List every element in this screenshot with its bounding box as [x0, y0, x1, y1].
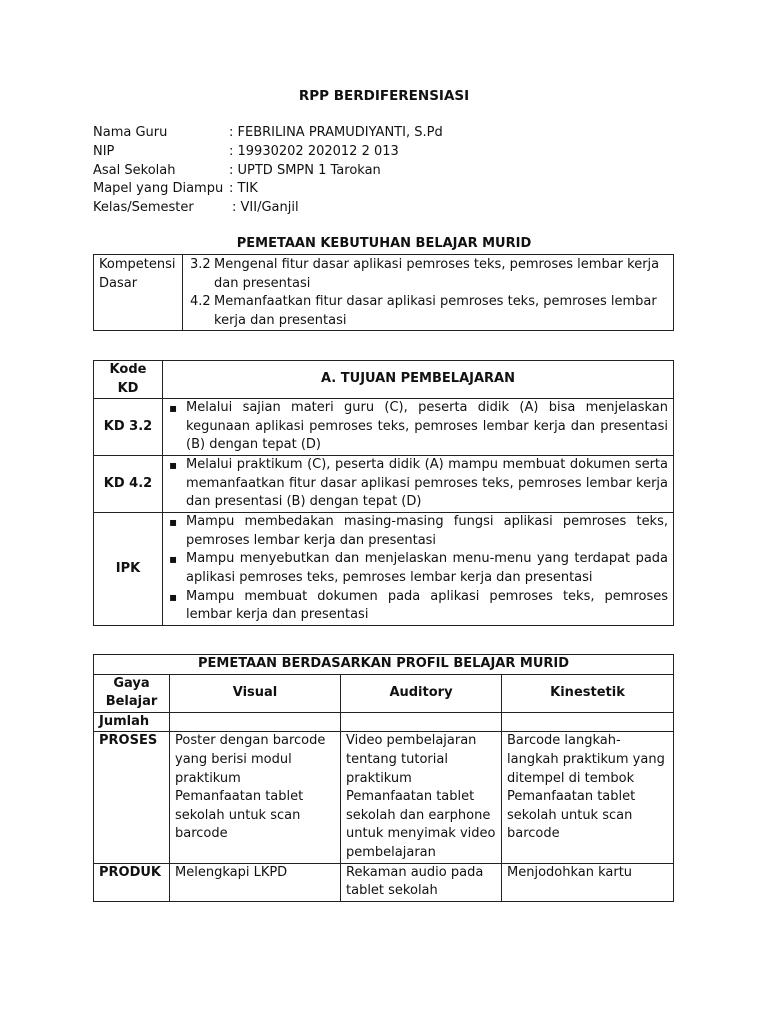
tujuan-items: [163, 513, 674, 626]
ipk-item: ▪ Mampu membuat dokumen pada aplikasi pemroses teks, pemroses lembar kerja dan presentasi: [168, 588, 668, 625]
jumlah-kinestetik: [502, 712, 674, 732]
kd-code: KD 3.2: [94, 399, 163, 456]
proses-auditory-line: Video pembelajaran tentang tutorial praktikum: [346, 733, 477, 786]
kd-text: Mengenal fitur dasar aplikasi pemroses teks, pemroses lembar kerja dan presentasi: [214, 257, 660, 291]
tujuan-items: [163, 399, 674, 456]
jumlah-label: Jumlah: [94, 712, 170, 732]
tujuan-pembelajaran-table: [93, 360, 674, 626]
ipk-item: ▪ Mampu menyebutkan dan menjelaskan menu-menu yang terdapat pada aplikasi pemroses teks, pemroses lembar kerja dan presentasi: [168, 550, 668, 587]
proses-visual: [170, 732, 341, 863]
pemetaan-kebutuhan-title: PEMETAAN KEBUTUHAN BELAJAR MURID: [236, 236, 532, 251]
produk-visual: Melengkapi LKPD: [170, 863, 341, 901]
kompetensi-dasar-list: [183, 255, 674, 331]
produk-kinestetik: Menjodohkan kartu: [502, 863, 674, 901]
gaya-belajar-header: Gaya Belajar: [94, 674, 170, 712]
kd-number: 3.2: [190, 257, 211, 272]
kd-code: KD 4.2: [94, 456, 163, 513]
identity-label: Nama Guru: [93, 125, 168, 140]
proses-kinestetik: [502, 732, 674, 863]
visual-header: Visual: [170, 674, 341, 712]
kd-item: [190, 256, 668, 293]
kompetensi-dasar-label: [94, 255, 183, 331]
identity-row-nip: [93, 143, 653, 162]
kd-item: [190, 293, 668, 330]
identity-value: : TIK: [229, 181, 258, 196]
kd-text: Memanfaatkan fitur dasar aplikasi pemroses teks, pemroses lembar kerja dan presentasi: [214, 294, 657, 328]
proses-visual-line: Pemanfaatan tablet sekolah untuk scan barcode: [175, 789, 304, 842]
jumlah-visual: [170, 712, 341, 732]
proses-kinestetik-line: Pemanfaatan tablet sekolah untuk scan barcode: [507, 789, 636, 842]
tujuan-item: ▪ Melalui sajian materi guru (C), peserta didik (A) bisa menjelaskan kegunaan aplikasi pemroses teks, pemroses lembar kerja dan presentasi (B) dengan tepat (D): [168, 399, 668, 455]
tujuan-items: [163, 456, 674, 513]
proses-label: PROSES: [94, 732, 170, 863]
kinestetik-header: Kinestetik: [502, 674, 674, 712]
identity-value: : VII/Ganjil: [232, 200, 299, 215]
identity-label: Mapel yang Diampu: [93, 181, 224, 196]
identity-label: Asal Sekolah: [93, 163, 176, 178]
identity-value: : UPTD SMPN 1 Tarokan: [229, 163, 381, 178]
identity-label: NIP: [93, 144, 115, 159]
kd-code: IPK: [94, 513, 163, 626]
produk-label: PRODUK: [94, 863, 170, 901]
document-title: RPP BERDIFERENSIASI: [298, 88, 470, 104]
tujuan-header: A. TUJUAN PEMBELAJARAN: [163, 361, 674, 399]
identity-label: Kelas/Semester: [93, 200, 194, 215]
identity-row-asal-sekolah: [93, 162, 653, 181]
proses-auditory: [341, 732, 502, 863]
proses-visual-line: Poster dengan barcode yang berisi modul praktikum: [175, 733, 326, 786]
produk-auditory: Rekaman audio pada tablet sekolah: [341, 863, 502, 901]
kode-kd-header: Kode KD: [94, 361, 163, 399]
identity-row-mapel: [93, 180, 653, 199]
identity-row-nama-guru: [93, 124, 653, 143]
kompetensi-dasar-label-text: Kompetensi Dasar: [99, 257, 176, 291]
identity-value: : FEBRILINA PRAMUDIYANTI, S.Pd: [229, 125, 443, 140]
identity-value: : 19930202 202012 2 013: [229, 144, 399, 159]
profil-belajar-title: PEMETAAN BERDASARKAN PROFIL BELAJAR MURID: [94, 655, 674, 675]
auditory-header: Auditory: [341, 674, 502, 712]
ipk-item: ▪ Mampu membedakan masing-masing fungsi aplikasi pemroses teks, pemroses lembar kerja dan presentasi: [168, 513, 668, 550]
proses-kinestetik-line: Barcode langkah-langkah praktikum yang ditempel di tembok: [507, 733, 665, 786]
kompetensi-dasar-table: [93, 254, 674, 331]
kd-number: 4.2: [190, 294, 211, 310]
tujuan-item: ▪ Melalui praktikum (C), peserta didik (A) mampu membuat dokumen serta memanfaatkan fitur dasar aplikasi pemroses teks, pemroses lembar kerja dan presentasi (B) dengan tepat (D): [168, 456, 668, 512]
jumlah-auditory: [341, 712, 502, 732]
profil-belajar-table: [93, 654, 674, 902]
identity-row-kelas-semester: [93, 199, 653, 218]
proses-auditory-line: Pemanfaatan tablet sekolah dan earphone untuk menyimak video pembelajaran: [346, 789, 496, 860]
